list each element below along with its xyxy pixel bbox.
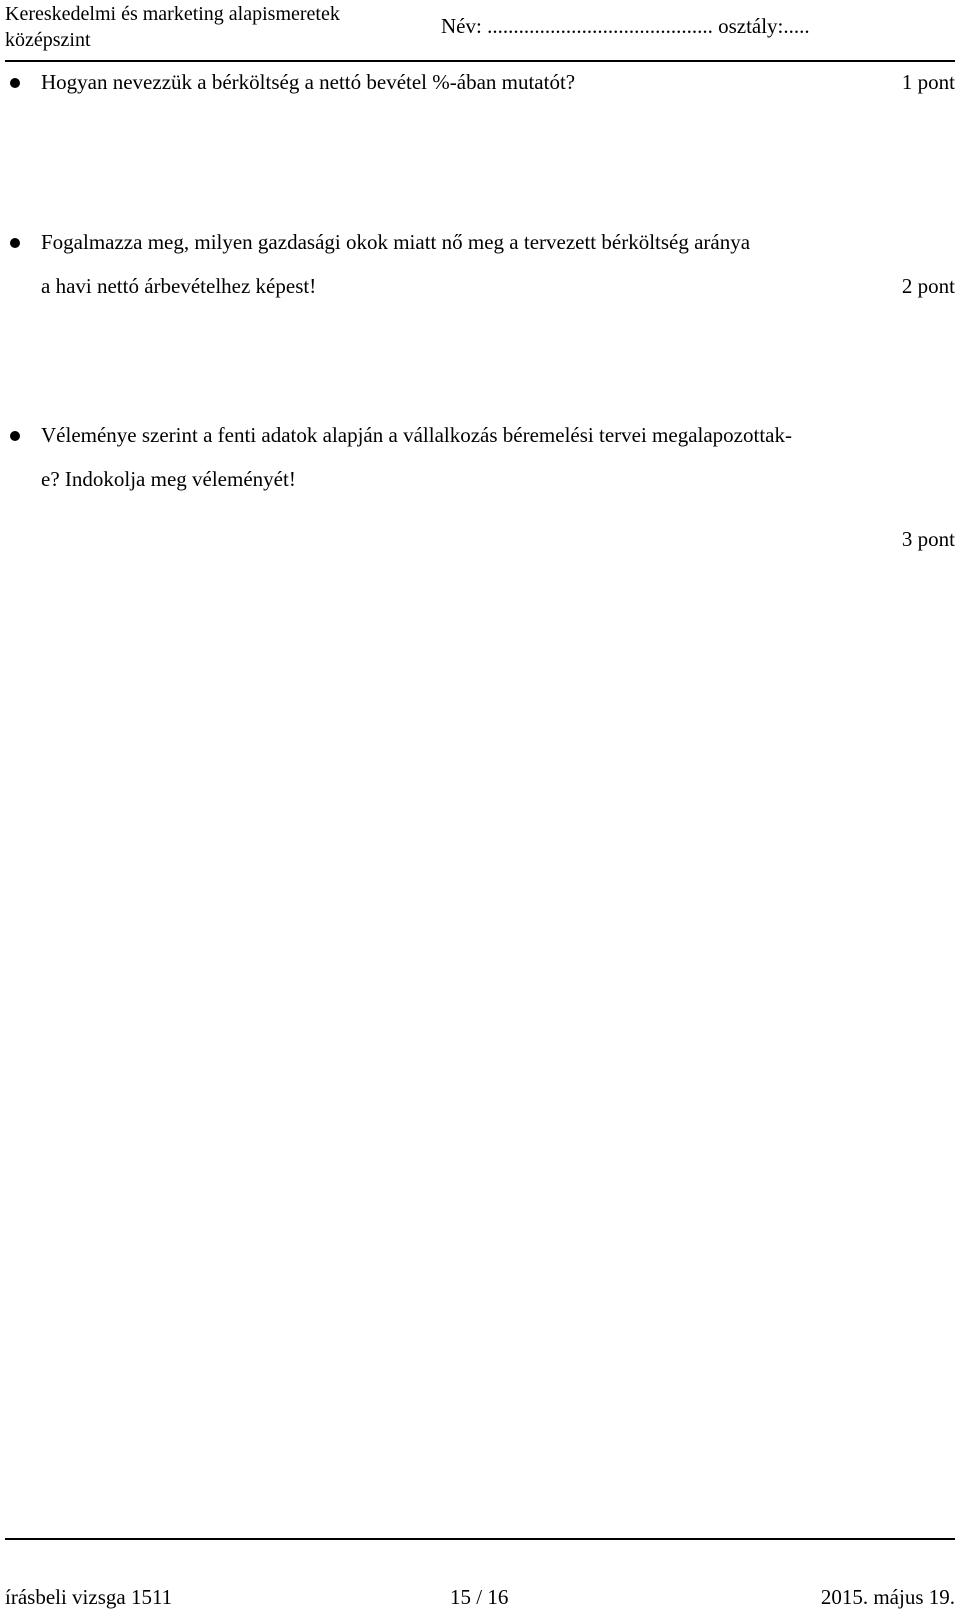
student-name-class-field: Név: ........................................... osztály:.....	[441, 14, 810, 38]
question-2-text-line-2: a havi nettó árbevételhez képest!	[41, 274, 317, 298]
footer-divider	[5, 1538, 955, 1540]
question-2-points: 2 pont	[901, 274, 955, 298]
question-3	[0, 423, 960, 553]
subject-title	[5, 1, 340, 53]
question-1-text: Hogyan nevezzük a bérköltség a nettó bevétel %-ában mutatót?	[41, 70, 576, 94]
exam-code: írásbeli vizsga 1511	[5, 1585, 173, 1609]
question-3-points: 3 pont	[901, 527, 955, 551]
question-2	[0, 230, 960, 300]
question-1-points: 1 pont	[901, 70, 955, 94]
question-3-text-line-2: e? Indokolja meg véleményét!	[41, 467, 296, 491]
subject-level: középszint	[5, 29, 91, 51]
question-2-text-line-1: Fogalmazza meg, milyen gazdasági okok miatt nő meg a tervezett bérköltség aránya	[41, 230, 751, 254]
exam-date: 2015. május 19.	[820, 1585, 955, 1609]
subject-name: Kereskedelmi és marketing alapismeretek	[5, 3, 340, 25]
question-1	[0, 70, 960, 100]
page-number: 15 / 16	[450, 1585, 509, 1609]
bullet-icon	[10, 238, 20, 248]
bullet-icon	[10, 431, 20, 441]
header-divider	[5, 60, 955, 62]
page-header	[5, 0, 955, 62]
question-3-text-line-1: Véleménye szerint a fenti adatok alapján a vállalkozás béremelési tervei megalapozottak-	[41, 423, 792, 447]
bullet-icon	[10, 78, 20, 88]
